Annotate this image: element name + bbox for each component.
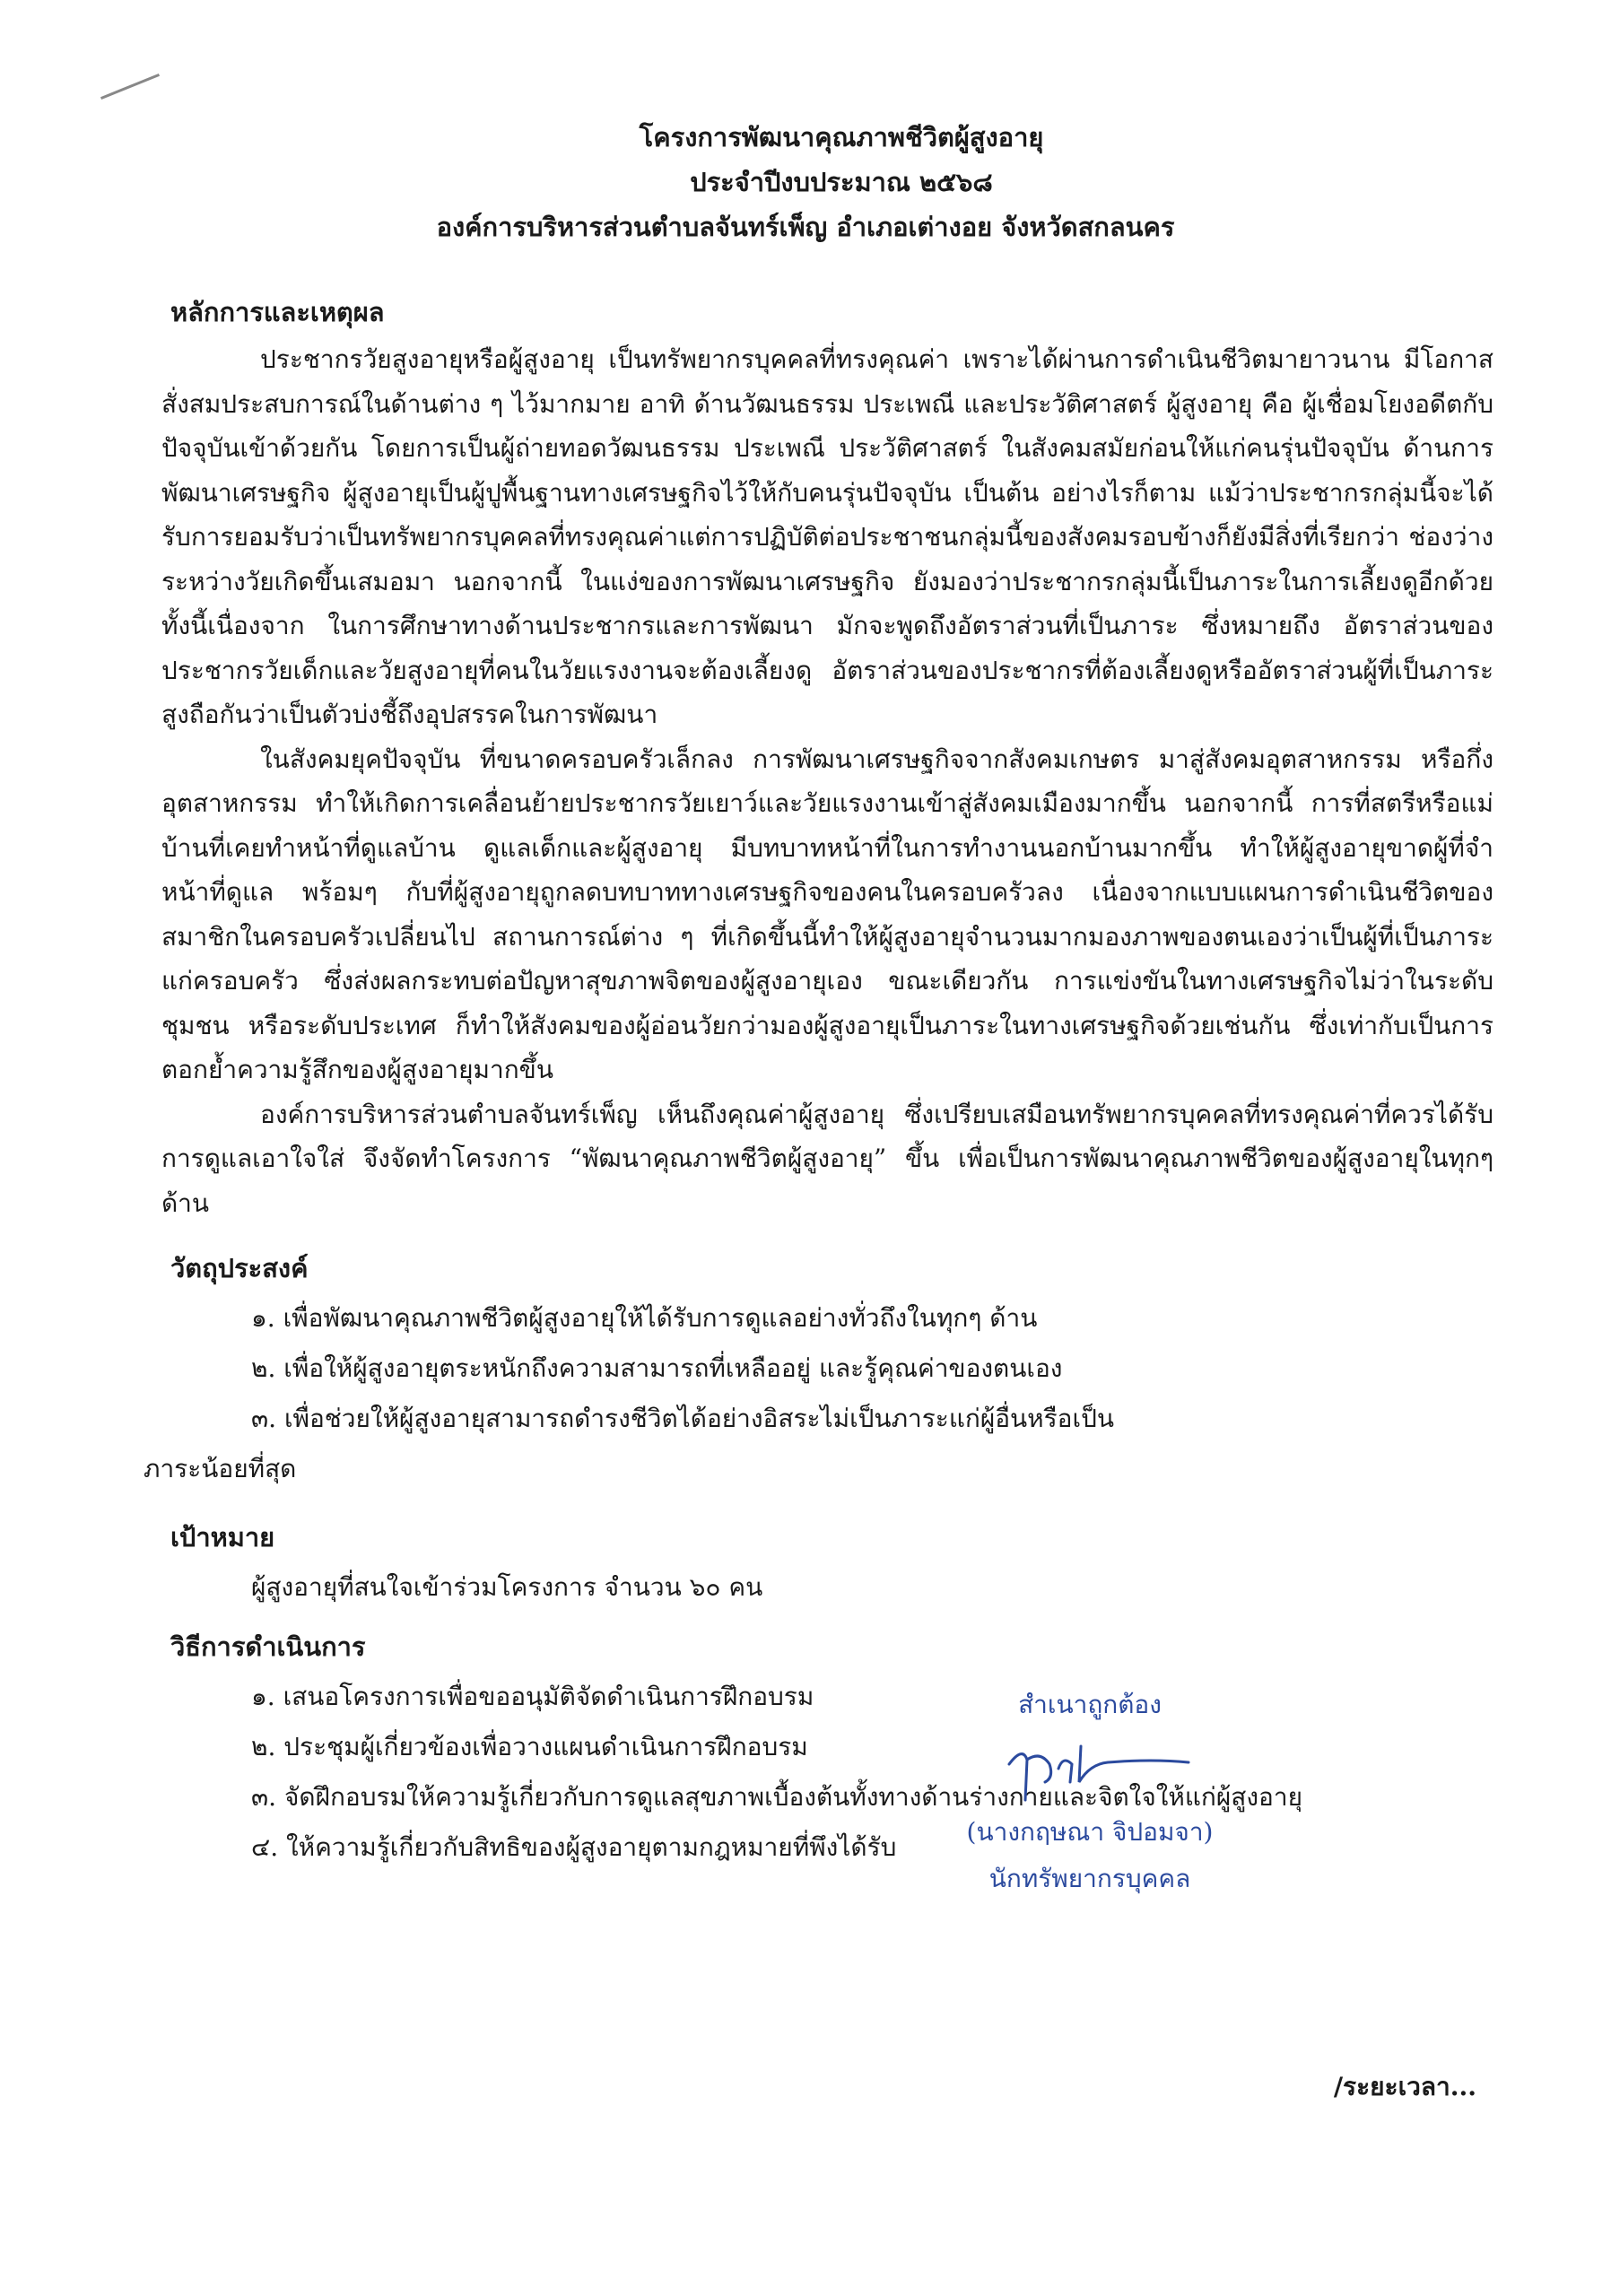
methods-heading: วิธีการดำเนินการ xyxy=(170,1631,366,1662)
objective-item-3: ๓. เพื่อช่วยให้ผู้สูงอายุสามารถดำรงชีวิตได้อย่างอิสระไม่เป็นภาระแก่ผู้อื่นหรือเป็น xyxy=(251,1404,1114,1433)
objective-item-2: ๒. เพื่อให้ผู้สูงอายุตระหนักถึงความสามารถที่เหลืออยู่ และรู้คุณค่าของตนเอง xyxy=(251,1353,1063,1383)
principles-paragraph-1: ประชากรวัยสูงอายุหรือผู้สูงอายุ เป็นทรัพยากรบุคคลที่ทรงคุณค่า เพราะได้ผ่านการดำเนินชีวิตมายาวนาน มีโอกาสสั่งสมประสบการณ์ในด้านต่าง ๆ ไว้มากมาย อาทิ ด้านวัฒนธรรม ประเพณี และประวัติศาสตร์ ผู้สูงอายุ คือ ผู้เชื่อมโยงอดีตกับปัจจุบันเข้าด้วยกัน โดยการเป็นผู้ถ่ายทอดวัฒนธรรม ประเพณี ประวัติศาสตร์ ในสังคมสมัยก่อนให้แก่คนรุ่นปัจจุบัน ด้านการพัฒนาเศรษฐกิจ ผู้สูงอายุเป็นผู้ปูพื้นฐานทางเศรษฐกิจไว้ให้กับคนรุ่นปัจจุบัน เป็นต้น อย่างไรก็ตาม แม้ว่าประชากรกลุ่มนี้จะได้รับการยอมรับว่าเป็นทรัพยากรบุคคลที่ทรงคุณค่าแต่การปฏิบัติต่อประชาชนกลุ่มนี้ของสังคมรอบข้างก็ยังมีสิ่งที่เรียกว่า ช่องว่างระหว่างวัยเกิดขึ้นเสมอมา นอกจากนี้ ในแง่ของการพัฒนาเศรษฐกิจ ยังมองว่าประชากรกลุ่มนี้เป็นภาระในการเลี้ยงดูอีกด้วย ทั้งนี้เนื่องจาก ในการศึกษาทางด้านประชากรและการพัฒนา มักจะพูดถึงอัตราส่วนที่เป็นภาระ ซึ่งหมายถึง อัตราส่วนของประชากรวัยเด็กและวัยสูงอายุที่คนในวัยแรงงานจะต้องเลี้ยงดู อัตราส่วนของประชากรที่ต้องเลี้ยงดูหรืออัตราส่วนผู้ที่เป็นภาระสูงถือกันว่าเป็นตัวบ่งชี้ถึงอุปสรรคในการพัฒนา xyxy=(161,344,1493,729)
method-item-1: ๑. เสนอโครงการเพื่อขออนุมัติจัดดำเนินการฝึกอบรม xyxy=(251,1682,814,1711)
principles-heading: หลักการและเหตุผล xyxy=(170,297,385,327)
principles-paragraph-2: ในสังคมยุคปัจจุบัน ที่ขนาดครอบครัวเล็กลง การพัฒนาเศรษฐกิจจากสังคมเกษตร มาสู่สังคมอุตสาหกรรม หรือกึ่งอุตสาหกรรม ทำให้เกิดการเคลื่อนย้ายประชากรวัยเยาว์และวัยแรงงานเข้าสู่สังคมเมืองมากขึ้น นอกจากนี้ การที่สตรีหรือแม่บ้านที่เคยทำหน้าที่ดูแลบ้าน ดูแลเด็กและผู้สูงอายุ มีบทบาทหน้าที่ในการทำงานนอกบ้านมากขึ้น ทำให้ผู้สูงอายุขาดผู้ที่จำหน้าที่ดูแล พร้อมๆ กับที่ผู้สูงอายุถูกลดบทบาททางเศรษฐกิจของคนในครอบครัวลง เนื่องจากแบบแผนการดำเนินชีวิตของสมาชิกในครอบครัวเปลี่ยนไป สถานการณ์ต่าง ๆ ที่เกิดขึ้นนี้ทำให้ผู้สูงอายุจำนวนมากมองภาพของตนเองว่าเป็นผู้ที่เป็นภาระแก่ครอบครัว ซึ่งส่งผลกระทบต่อปัญหาสุขภาพจิตของผู้สูงอายุเอง ขณะเดียวกัน การแข่งขันในทางเศรษฐกิจไม่ว่าในระดับชุมชน หรือระดับประเทศ ก็ทำให้สังคมของผู้อ่อนวัยกว่ามองผู้สูงอายุเป็นภาระในทางเศรษฐกิจด้วยเช่นกัน ซึ่งเท่ากับเป็นการตอกย้ำความรู้สึกของผู้สูงอายุมากขึ้น xyxy=(161,744,1493,1084)
method-item-4: ๔. ให้ความรู้เกี่ยวกับสิทธิของผู้สูงอายุตามกฎหมายที่พึงได้รับ xyxy=(251,1832,897,1862)
document-body xyxy=(144,287,1493,1873)
signer-name: (นางกฤษณา จิปอมจา) xyxy=(966,1817,1214,1847)
signature-icon xyxy=(973,1728,1206,1809)
objective-item-3-continuation: ภาระน้อยที่สุด xyxy=(144,1454,297,1483)
header-organization: องค์การบริหารส่วนตำบลจันทร์เพ็ญ อำเภอเต่างอย จังหวัดสกลนคร xyxy=(436,212,1175,242)
scan-mark xyxy=(100,74,160,100)
target-text: ผู้สูงอายุที่สนใจเข้าร่วมโครงการ จำนวน ๖๐ คน xyxy=(251,1572,763,1602)
certification-block xyxy=(933,1682,1247,1902)
principles-paragraph-3: องค์การบริหารส่วนตำบลจันทร์เพ็ญ เห็นถึงคุณค่าผู้สูงอายุ ซึ่งเปรียบเสมือนทรัพยากรบุคคลที่ทรงคุณค่าที่ควรได้รับการดูแลเอาใจใส่ จึงจัดทำโครงการ “พัฒนาคุณภาพชีวิตผู้สูงอายุ” ขึ้น เพื่อเป็นการพัฒนาคุณภาพชีวิตของผู้สูงอายุในทุกๆ ด้าน xyxy=(161,1099,1493,1218)
signer-position: นักทรัพยากรบุคคล xyxy=(988,1864,1191,1893)
document-header xyxy=(0,115,1611,249)
target-heading: เป้าหมาย xyxy=(170,1522,275,1552)
objective-item-1: ๑. เพื่อพัฒนาคุณภาพชีวิตผู้สูงอายุให้ได้รับการดูแลอย่างทั่วถึงในทุกๆ ด้าน xyxy=(251,1303,1038,1333)
method-item-3: ๓. จัดฝึกอบรมให้ความรู้เกี่ยวกับการดูแลสุขภาพเบื้องต้นทั้งทางด้านร่างกายและจิตใจให้แก่ผู้สูงอายุ xyxy=(251,1782,1302,1812)
method-item-2: ๒. ประชุมผู้เกี่ยวข้องเพื่อวางแผนดำเนินการฝึกอบรม xyxy=(251,1732,808,1761)
objectives-heading: วัตถุประสงค์ xyxy=(170,1253,309,1283)
header-fiscal-year: ประจำปีงบประมาณ ๒๕๖๘ xyxy=(690,167,993,197)
certified-copy-stamp: สำเนาถูกต้อง xyxy=(1018,1690,1162,1719)
header-title: โครงการพัฒนาคุณภาพชีวิตผู้สูงอายุ xyxy=(639,122,1044,152)
continued-marker: /ระยะเวลา... xyxy=(1333,2072,1476,2101)
